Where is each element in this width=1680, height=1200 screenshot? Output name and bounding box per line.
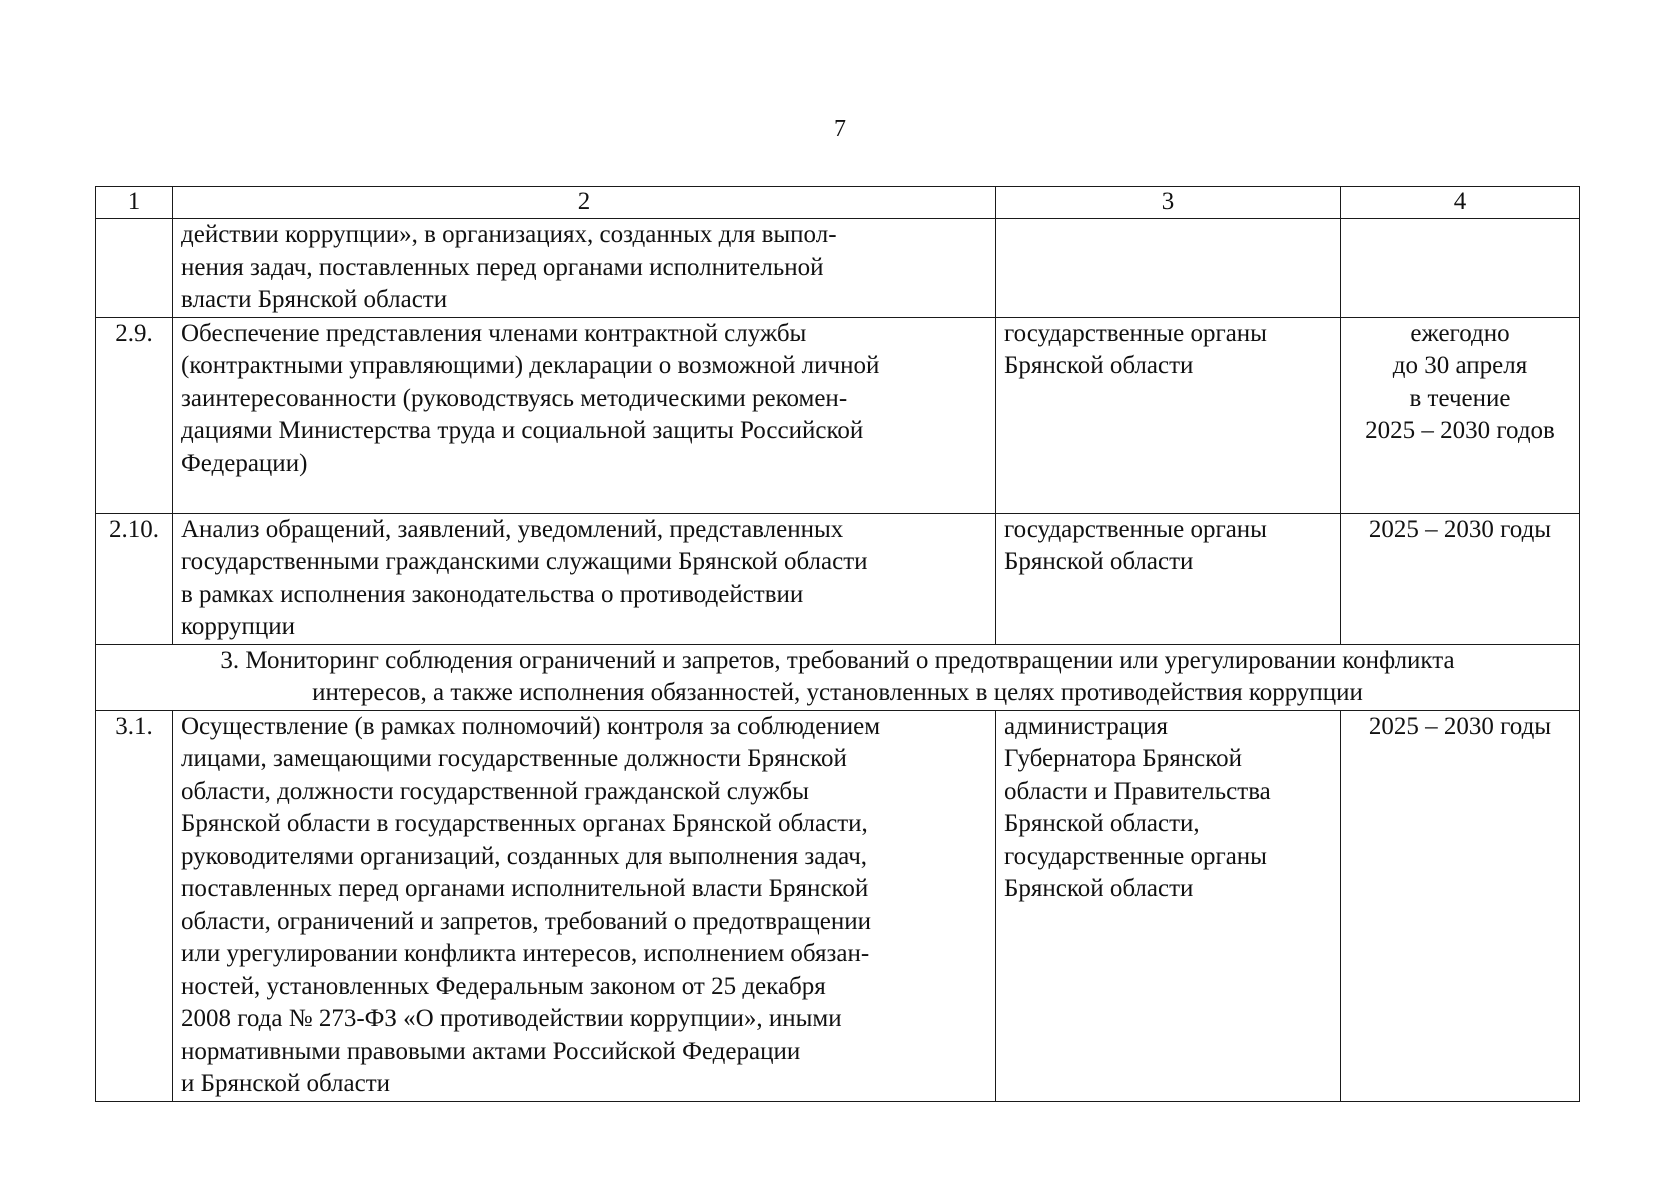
term-cell [1341,317,1580,513]
row-number: 2.10. [96,513,173,644]
table-row-2-10 [96,513,1580,644]
executor-cell [996,710,1341,1101]
executor-cell [996,317,1341,513]
term-line: ежегодно [1410,319,1510,347]
executor-line: администрация [1004,712,1168,740]
term-line: до 30 апреля [1392,352,1528,379]
row-number: 2.9. [96,317,173,513]
executor-line: Губернатора Брянской [1004,745,1243,772]
description-line: ностей, установленных Федеральным законом от 25 декабря [181,972,826,1000]
description-line: поставленных перед органами исполнительной власти Брянской [181,875,869,902]
description-line: Анализ обращений, заявлений, уведомлений, представленных [181,515,844,543]
description-line: и Брянской области [181,1070,391,1097]
description-line: дациями Министерства труда и социальной защиты Российской [181,417,864,444]
description-line: руководителями организаций, созданных для выполнения задач, [181,842,868,870]
executor-line: Брянской области, [1004,810,1200,837]
executor-cell [996,513,1341,644]
header-col-2: 2 [173,187,996,219]
term-line: 2025 – 2030 годы [1368,515,1552,543]
term-cell [1341,513,1580,644]
section-heading-line: 3. Мониторинг соблюдения ограничений и запретов, требований о предотвращении или урегулировании конфликта [220,646,1455,674]
term-cell [1341,710,1580,1101]
description-line: 2008 года № 273-ФЗ «О противодействии коррупции», иными [181,1005,842,1032]
term-line: 2025 – 2030 годы [1368,712,1552,740]
section-heading-line: интересов, а также исполнения обязанностей, установленных в целях противодействия коррупции [312,679,1363,706]
executor-line: государственные органы [1004,515,1267,543]
description-cell [173,513,996,644]
section-3-heading-row [96,644,1580,710]
description-cell [173,219,996,318]
description-line: государственными гражданскими служащими Брянской области [181,548,868,575]
description-line: коррупции [181,613,296,640]
description-line: действии коррупции», в организациях, созданных для выпол- [181,221,837,248]
description-line: в рамках исполнения законодательства о противодействии [181,580,804,608]
description-line: нормативными правовыми актами Российской Федерации [181,1037,801,1065]
description-line: области, ограничений и запретов, требований о предотвращении [181,907,871,935]
description-line: Брянской области в государственных органах Брянской области, [181,810,868,837]
description-line: заинтересованности (руководствуясь методическими рекомен- [181,384,848,412]
description-line: области, должности государственной гражданской службы [181,777,809,805]
description-line: (контрактными управляющими) декларации о возможной личной [181,352,880,379]
description-line: или урегулировании конфликта интересов, исполнением обязан- [181,940,870,967]
row-number: 3.1. [96,710,173,1101]
description-line: нения задач, поставленных перед органами исполнительной [181,253,824,281]
table-header-row [96,187,1580,219]
header-col-1: 1 [96,187,173,219]
term-cell [1341,219,1580,318]
executor-line: области и Правительства [1004,777,1271,805]
table-row-2-9 [96,317,1580,513]
term-line: 2025 – 2030 годов [1365,417,1555,444]
description-cell [173,317,996,513]
page-number: 7 [834,116,846,142]
table-row-3-1 [96,710,1580,1101]
row-number-cell [96,219,173,318]
header-col-4: 4 [1341,187,1580,219]
description-line: Обеспечение представления членами контрактной службы [181,319,807,347]
term-line: в течение [1409,384,1511,412]
description-line: власти Брянской области [181,286,448,313]
description-line: Федерации) [181,449,308,477]
executor-cell [996,219,1341,318]
executor-line: государственные органы [1004,319,1267,347]
description-line: Осуществление (в рамках полномочий) контроля за соблюдением [181,712,881,740]
header-col-3: 3 [996,187,1341,219]
description-line: лицами, замещающими государственные должности Брянской [181,745,847,772]
table-row-continuation [96,219,1580,318]
executor-line: Брянской области [1004,875,1194,902]
measures-table [95,186,1580,1102]
executor-line: государственные органы [1004,842,1267,870]
description-cell [173,710,996,1101]
executor-line: Брянской области [1004,352,1194,379]
executor-line: Брянской области [1004,548,1194,575]
section-heading [96,644,1580,710]
